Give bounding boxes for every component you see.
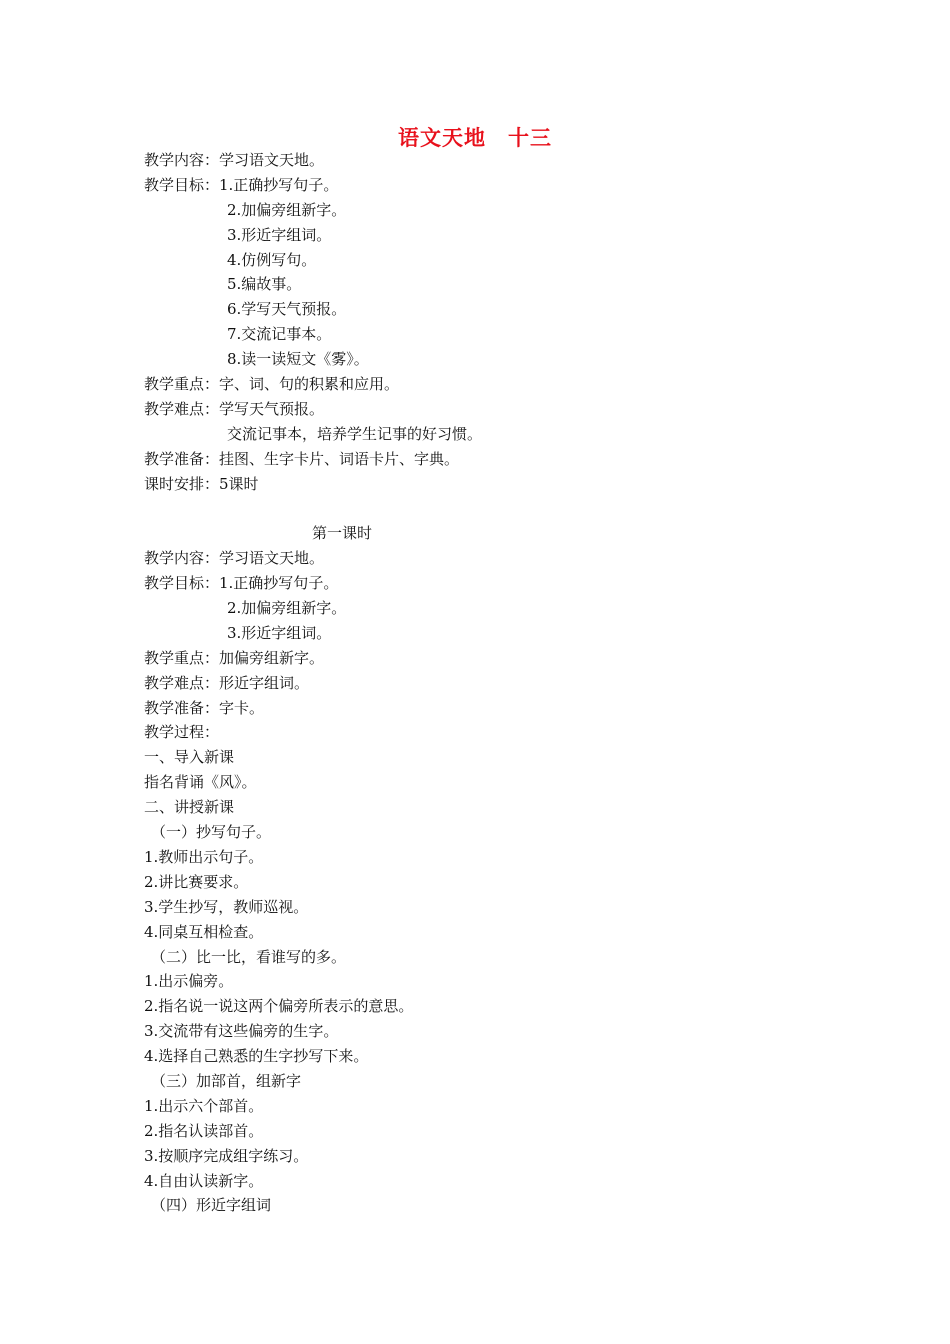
- overview-key-points: 教学重点：字、词、句的积累和应用。: [144, 375, 400, 394]
- part1-heading: （一）抄写句子。: [151, 823, 272, 842]
- part2-step: 3.交流带有这些偏旁的生字。: [144, 1022, 339, 1041]
- part1-step: 2.讲比赛要求。: [144, 872, 249, 891]
- part2-step: 1.出示偏旁。: [144, 972, 234, 991]
- part1-step: 1.教师出示句子。: [144, 847, 264, 866]
- overview-difficulties-continued: 交流记事本，培养学生记事的好习惯。: [227, 424, 483, 443]
- lesson1-heading: 第一课时: [312, 524, 373, 543]
- document-title: 语文天地 十三: [398, 125, 552, 150]
- lesson1-key-points: 教学重点：加偏旁组新字。: [144, 648, 325, 667]
- part3-step: 1.出示六个部首。: [144, 1096, 264, 1115]
- part3-step: 3.按顺序完成组字练习。: [144, 1146, 309, 1165]
- part1-step: 4.同桌互相检查。: [144, 922, 264, 941]
- intro-heading: 一、导入新课: [144, 748, 235, 767]
- document-body: [144, 148, 482, 1218]
- overview-goal: 6.学写天气预报。: [227, 300, 347, 319]
- part2-step: 2.指名说一说这两个偏旁所表示的意思。: [144, 997, 414, 1016]
- lesson1-goals-label: 教学目标：1.正确抄写句子。: [144, 574, 339, 593]
- lesson1-goal: 3.形近字组词。: [227, 623, 332, 642]
- overview-goal: 5.编故事。: [227, 275, 302, 294]
- part4-heading: （四）形近字组词: [151, 1196, 272, 1215]
- part2-step: 4.选择自己熟悉的生字抄写下来。: [144, 1047, 369, 1066]
- spacer: [144, 496, 482, 521]
- part3-step: 4.自由认读新字。: [144, 1171, 264, 1190]
- lesson1-difficulties: 教学难点：形近字组词。: [144, 673, 310, 692]
- overview-difficulties: 教学难点：学写天气预报。: [144, 399, 325, 418]
- lesson1-prep: 教学准备：字卡。: [144, 698, 265, 717]
- overview-goal: 7.交流记事本。: [227, 325, 332, 344]
- overview-goal: 4.仿例写句。: [227, 250, 317, 269]
- lesson1-goal: 2.加偏旁组新字。: [227, 599, 347, 618]
- part2-heading: （二）比一比，看谁写的多。: [151, 947, 347, 966]
- overview-goal: 8.读一读短文《雾》。: [227, 350, 369, 369]
- part1-step: 3.学生抄写，教师巡视。: [144, 897, 309, 916]
- teach-heading: 二、讲授新课: [144, 798, 235, 817]
- overview-schedule: 课时安排：5课时: [144, 474, 259, 493]
- intro-text: 指名背诵《风》。: [144, 773, 257, 792]
- part3-heading: （三）加部首，组新字: [151, 1071, 302, 1090]
- overview-prep: 教学准备：挂图、生字卡片、词语卡片、字典。: [144, 449, 460, 468]
- overview-goal: 3.形近字组词。: [227, 225, 332, 244]
- overview-content: 教学内容：学习语文天地。: [144, 151, 325, 169]
- part3-step: 2.指名认读部首。: [144, 1121, 264, 1140]
- overview-goal: 2.加偏旁组新字。: [227, 200, 347, 219]
- lesson1-content: 教学内容：学习语文天地。: [144, 549, 325, 568]
- overview-goals-label: 教学目标：1.正确抄写句子。: [144, 175, 339, 194]
- lesson1-process: 教学过程：: [144, 723, 220, 742]
